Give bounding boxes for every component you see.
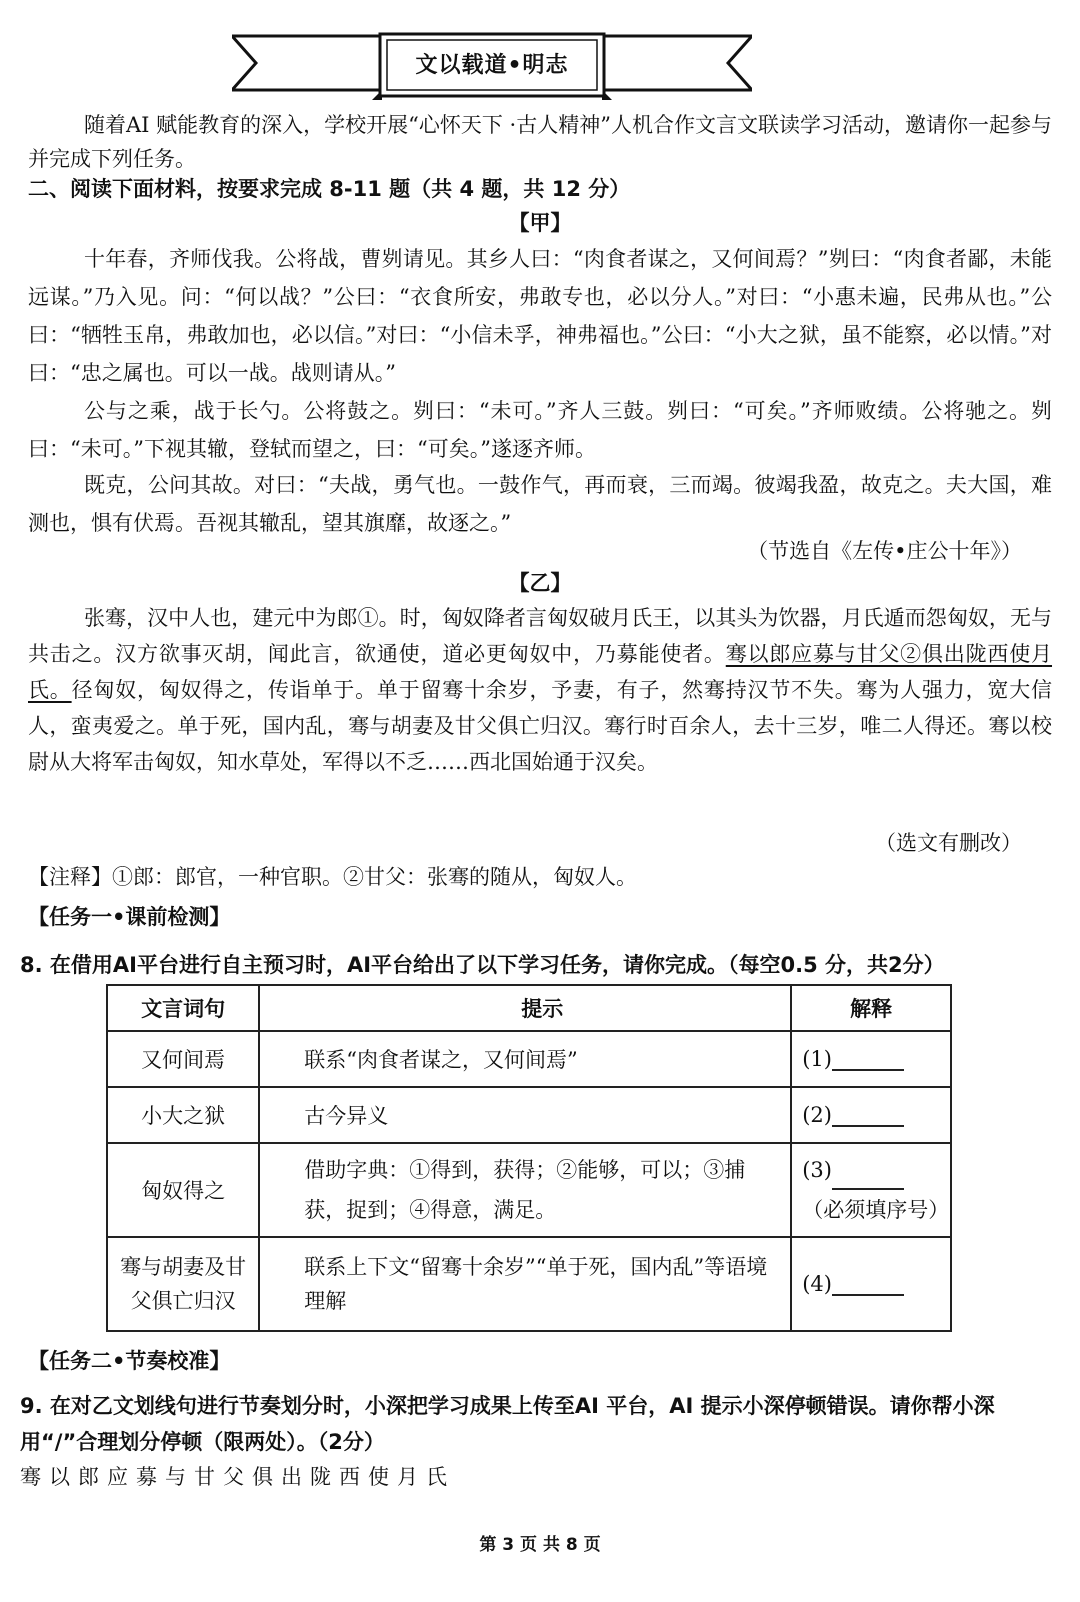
answer-number: (4) bbox=[802, 1272, 832, 1296]
question-9-stem: 9. 在对乙文划线句进行节奏划分时，小深把学习成果上传至AI 平台，AI 提示小深停顿错误。请你帮小深用“/”合理划分停顿（限两处）。（2分） bbox=[20, 1394, 995, 1454]
answer-cell[interactable] bbox=[791, 1031, 951, 1087]
page-footer: 第 3 页 共 8 页 bbox=[479, 1535, 601, 1555]
jia-paragraph-2: 公与之乘，战于长勺。公将鼓之。刿曰：“未可。”齐人三鼓。刿曰：“可矣。”齐师败绩。公将驰之。刿曰：“未可。”下视其辙，登轼而望之，曰：“可矣。”遂逐齐师。 bbox=[28, 399, 1052, 461]
yi-text-before: 张骞，汉中人也，建元中为郎①。时，匈奴降者言匈奴破月氏王，以其头为饮器，月氏遁而怨匈奴，无与共击之。汉方欲事灭胡，闻此言，欲通使，道必更匈奴中，乃募能使者。 bbox=[28, 606, 1052, 666]
table-header-row bbox=[107, 985, 951, 1031]
hint-cell: 联系上下文“留骞十余岁”“单于死，国内乱”等语境理解 bbox=[259, 1237, 791, 1331]
intro-paragraph: 随着AI 赋能教育的深入，学校开展“心怀天下 ·古人精神”人机合作文言文联读学习活动，邀请你一起参与并完成下列任务。 bbox=[28, 113, 1052, 171]
banner-title: 文以载道•明志 bbox=[415, 53, 569, 78]
question-9-sentence[interactable]: 骞以郎应募与甘父俱出陇西使月氏 bbox=[20, 1465, 455, 1489]
table-row bbox=[107, 1031, 951, 1087]
answer-note: （必须填序号） bbox=[802, 1198, 950, 1222]
annotation-note: 【注释】①郎：郎官，一种官职。②甘父：张骞的随从，匈奴人。 bbox=[28, 865, 637, 889]
header-word: 文言词句 bbox=[107, 985, 259, 1031]
table-row bbox=[107, 1143, 951, 1237]
label-jia: 【甲】 bbox=[508, 211, 572, 235]
section-banner bbox=[232, 30, 752, 102]
jia-paragraph-1: 十年春，齐师伐我。公将战，曹刿请见。其乡人曰：“肉食者谋之，又何间焉？”刿曰：“肉食者鄙，未能远谋。”乃入见。问：“何以战？”公曰：“衣食所安，弗敢专也，必以分人。”对曰：“小惠未遍，民弗从也。”公曰：“牺牲玉帛，弗敢加也，必以信。”对曰：“小信未孚，神弗福也。”公曰：“小大之狱，虽不能察，必以情。”对曰：“忠之属也。可以一战。战则请从。” bbox=[28, 247, 1052, 385]
vocab-table bbox=[106, 984, 952, 1332]
header-hint: 提示 bbox=[259, 985, 791, 1031]
table-row bbox=[107, 1087, 951, 1143]
hint-cell: 古今异义 bbox=[259, 1087, 791, 1143]
answer-cell[interactable] bbox=[791, 1237, 951, 1331]
answer-cell[interactable] bbox=[791, 1143, 951, 1237]
label-yi: 【乙】 bbox=[508, 571, 572, 595]
answer-blank[interactable] bbox=[832, 1168, 904, 1190]
task-two-heading: 【任务二•节奏校准】 bbox=[28, 1349, 231, 1373]
yi-underlined-sentence: 骞以郎应募与甘父②俱出陇西使月氏。 bbox=[28, 642, 1053, 702]
word-cell: 又何间焉 bbox=[107, 1031, 259, 1087]
task-one-heading: 【任务一•课前检测】 bbox=[28, 905, 231, 929]
word-cell: 骞与胡妻及甘父俱亡归汉 bbox=[107, 1237, 259, 1331]
answer-number: (2) bbox=[802, 1103, 832, 1127]
hint-cell: 联系“肉食者谋之，又何间焉” bbox=[259, 1031, 791, 1087]
table-row bbox=[107, 1237, 951, 1331]
word-cell: 小大之狱 bbox=[107, 1087, 259, 1143]
question-8-stem: 8. 在借用AI平台进行自主预习时，AI平台给出了以下学习任务，请你完成。（每空0.5 分，共2分） bbox=[20, 953, 945, 977]
yi-text-after: 径匈奴，匈奴得之，传诣单于。单于留骞十余岁，予妻，有子，然骞持汉节不失。骞为人强力，宽大信人，蛮夷爱之。单于死，国内乱，骞与胡妻及甘父俱亡归汉。骞行时百余人，去十三岁，唯二人得还。骞以校尉从大将军击匈奴，知水草处，军得以不乏……西北国始通于汉矣。 bbox=[28, 678, 1052, 774]
word-cell: 匈奴得之 bbox=[107, 1143, 259, 1237]
section-title: 二、阅读下面材料，按要求完成 8-11 题（共 4 题，共 12 分） bbox=[28, 177, 631, 201]
jia-paragraph-3: 既克，公问其故。对曰：“夫战，勇气也。一鼓作气，再而衰，三而竭。彼竭我盈，故克之。夫大国，难测也，惧有伏焉。吾视其辙乱，望其旗靡，故逐之。” bbox=[28, 473, 1052, 535]
yi-paragraph bbox=[28, 600, 1052, 780]
answer-blank[interactable] bbox=[832, 1105, 904, 1127]
yi-source: （选文有删改） bbox=[875, 831, 1022, 855]
header-answer: 解释 bbox=[791, 985, 951, 1031]
answer-number: (3) bbox=[802, 1158, 832, 1182]
hint-cell: 借助字典：①得到，获得；②能够，可以；③捕获，捉到；④得意，满足。 bbox=[259, 1143, 791, 1237]
answer-cell[interactable] bbox=[791, 1087, 951, 1143]
answer-blank[interactable] bbox=[832, 1274, 904, 1296]
jia-source: （节选自《左传•庄公十年》） bbox=[747, 539, 1022, 563]
answer-blank[interactable] bbox=[832, 1049, 904, 1071]
answer-number: (1) bbox=[802, 1047, 832, 1071]
